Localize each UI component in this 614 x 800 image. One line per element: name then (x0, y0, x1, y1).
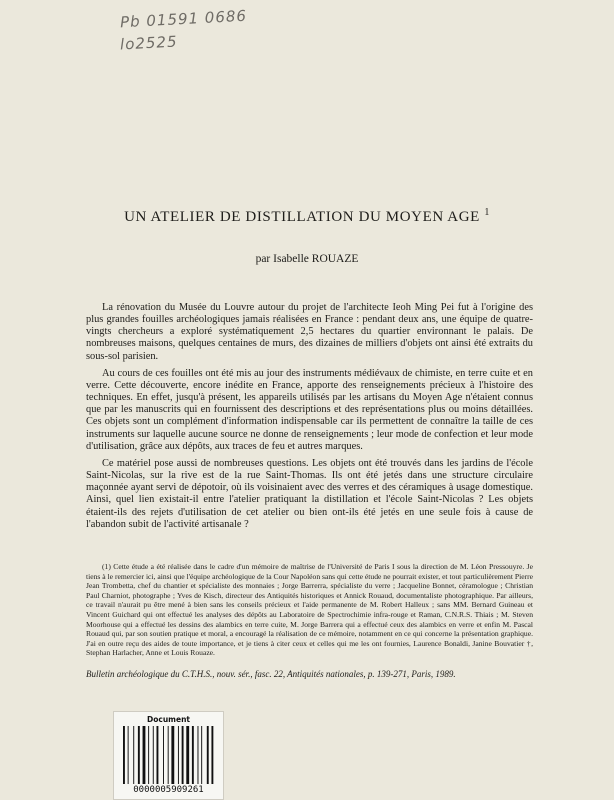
barcode-sticker (113, 711, 224, 800)
author-last-name: ROUAZE (311, 253, 359, 265)
paragraph-3: Ce matériel pose aussi de nombreuses questions. Les objets ont été trouvés dans les jardins de l'école Saint-Nicolas, sur la rive est de la rue Saint-Thomas. Ils ont été jetés dans une structure circulaire maçonnée ayant servi de dépotoir, où ils voisinaient avec des verres et des céramiques à usage domestique. Ainsi, quel lien existait-il entre l'atelier pratiquant la distillation et l'école Saint-Nicolas ? Les objets étaient-ils des rejets d'utilisation de cet atelier ou bien ont-ils été jetés en une seule fois à cause de l'abandon subit de l'activité artisanale ? (86, 457, 533, 530)
bulletin-citation: Bulletin archéologique du C.T.H.S., nouv. sér., fasc. 22, Antiquités nationales, p. 139-271, Paris, 1989. (86, 669, 456, 679)
article-title-text: UN ATELIER DE DISTILLATION DU MOYEN AGE (124, 209, 480, 225)
handwritten-reference: lo2525 (119, 32, 178, 54)
article-body (86, 302, 533, 536)
paragraph-1: La rénovation du Musée du Louvre autour du projet de l'architecte Ieoh Ming Pei fut à l'origine des plus grandes fouilles archéologiques jamais réalisées en France : pendant deux ans, une équipe de quatre-vingts chercheurs a exploré systématiquement 2,5 hectares du quartier environnant le palais. De nombreuses maisons, quelques centaines de murs, des dizaines de milliers d'objets ont ainsi été extraits du sous-sol parisien. (86, 302, 533, 362)
article-title (0, 207, 614, 226)
barcode-icon (122, 726, 217, 784)
handwritten-call-number: Pb 01591 0686 (119, 6, 248, 32)
title-footnote-marker: 1 (484, 207, 490, 218)
paragraph-2: Au cours de ces fouilles ont été mis au jour des instruments médiévaux de chimiste, en terre cuite et en verre. Cette découverte, encore inédite en France, apporte des renseignements précieux à l'histoire des techniques. En effet, jusqu'à présent, les appareils utilisés par les artisans du Moyen Age n'étaient connus que par les manuscrits qui en fournissent des descriptions et des représentations plus ou moins détaillées. Ces objets sont un complément d'information indispensable car ils permettent de connaître la taille de ces instruments sur laquelle aucune source ne donne de renseignements ; leur mode de confection et leur mode d'utilisation, grâce aux dépôts, aux traces de feu et autres marques. (86, 367, 533, 452)
author-first-name: Isabelle (273, 253, 309, 265)
footnote: (1) Cette étude a été réalisée dans le cadre d'un mémoire de maîtrise de l'Université de Paris I sous la direction de M. Léon Pressouyre. Je tiens à le remercier ici, ainsi que l'équipe archéologique de la Cour Napoléon sans qui cette étude ne pourrait exister, et tout particulièrement Pierre Jean Trombetta, chef du chantier et spécialiste des monnaies ; Jorge Barrerra, spécialiste du verre ; Jacqueline Bonnet, céramologue ; Christian Paul Charniot, photographe ; Yves de Kisch, directeur des Antiquités historiques et Annick Rouaud, documentaliste photographique. Par ailleurs, ce travail n'aurait pu être mené à bien sans les conseils précieux et l'aide permanente de M. Robert Halleux ; sans MM. Bernard Guineau et Vincent Guichard qui ont effectué les analyses des dépôts au Laboratoire de Spectrochimie infra-rouge et Raman, C.N.R.S. Thiais ; M. Steven Moorhouse qui a effectué les dessins des alambics en terre cuite, M. Jorge Barrera qui a effectué ceux des alambics en verre et enfin M. Pascal Rouaud qui, par son soutien pratique et moral, a encouragé la réalisation de ce mémoire, notamment en ce qui concerne la présentation graphique. J'ai en outre reçu des aides de toute importance, et je tiens à citer ceux et celles qui me les ont fournies, Laurence Bonaldi, Janine Bouvatier †, Stephan Harlacher, Anne et Louis Rouaze. (86, 562, 533, 658)
sticker-label: Document (147, 715, 190, 724)
author-line (0, 253, 614, 265)
barcode-number: 0000005909261 (133, 785, 204, 795)
author-prefix: par (255, 253, 271, 265)
